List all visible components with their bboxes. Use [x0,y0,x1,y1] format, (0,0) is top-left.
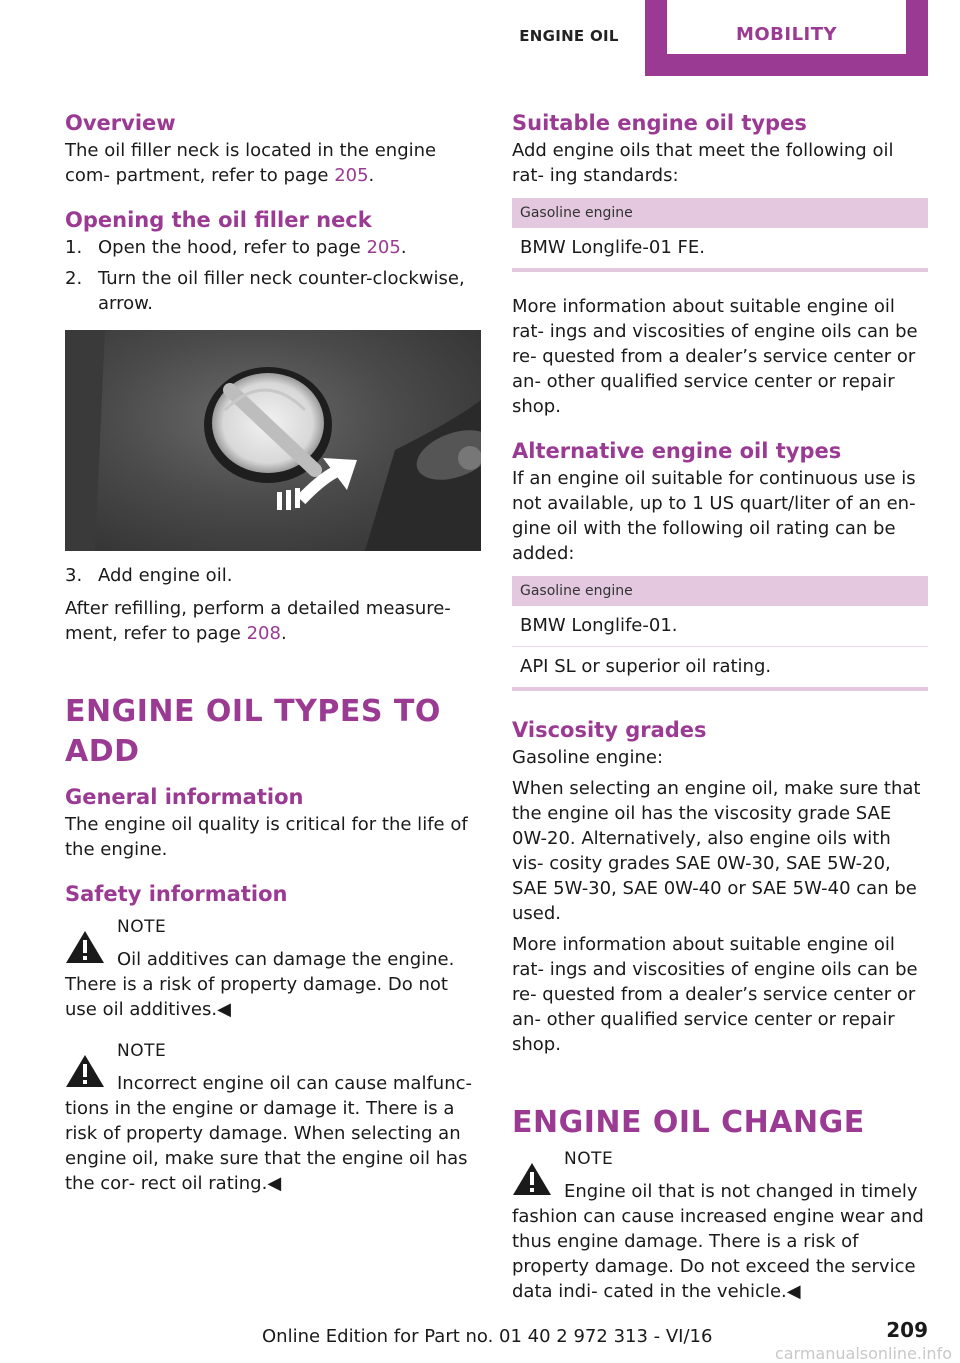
page-link[interactable]: 205 [366,237,401,258]
left-column [65,108,481,1196]
table-header: Gasoline engine [512,576,928,606]
note-text: There is a risk of property damage. Do not use oil additives.◀ [65,974,448,1020]
more-info-text: More information about suitable engine oil rat‐ ings and viscosities of engine oils can be re‐ quested from a dealer’s service center or an‐ other qualified service center or repair shop. [512,296,918,417]
page-footer [0,1318,960,1363]
page-link[interactable]: 208 [246,623,281,644]
note-oil-change [512,1147,928,1304]
chapter-tab [645,0,928,76]
alternative-heading: Alternative engine oil types [512,439,842,463]
after-refill-text: After refilling, perform a detailed measure‐ ment, refer to page 208. [65,598,451,644]
general-text: The engine oil quality is critical for the life of the engine. [65,814,468,860]
note-first-line: Oil additives can damage the engine. [117,949,455,970]
opening-heading: Opening the oil filler neck [65,208,372,232]
note-first-line: Engine oil that is not changed in timely [564,1181,918,1202]
section-tab-label: ENGINE OIL [519,27,619,45]
suitable-oil-table [512,198,928,272]
note-text: tions in the engine or damage it. There is a risk of property damage. When selecting an engine oil, make sure that the engine oil has the cor‐ rect oil rating.◀ [65,1098,468,1194]
step-2: 2. Turn the oil filler neck counter-clockwise, arrow. [65,268,465,314]
step-1: 1. Open the hood, refer to page 205. [65,237,407,258]
step-3: 3. Add engine oil. [65,565,233,586]
edition-text: Online Edition for Part no. 01 40 2 972 313 - VI/16 [262,1326,713,1347]
suitable-text: Add engine oils that meet the following oil rat‐ ing standards: [512,140,894,186]
note-text: fashion can cause increased engine wear and thus engine damage. There is a risk of property damage. Do not exceed the service data indi‐ cated in the vehicle.◀ [512,1206,924,1302]
oil-filler-cap-photo [65,330,481,551]
alternative-text: If an engine oil suitable for continuous use is not available, up to 1 US quart/liter of an en‐ gine oil with the following oil rating can be added: [512,468,916,564]
safety-heading: Safety information [65,882,288,906]
viscosity-subheading: Gasoline engine: [512,747,664,768]
change-heading: ENGINE OIL CHANGE [512,1105,865,1140]
note-label: NOTE [564,1149,614,1169]
warning-icon [65,1054,105,1088]
right-column [512,108,928,1304]
alternative-oil-table [512,576,928,691]
table-header: Gasoline engine [512,198,928,228]
note-oil-additives [65,915,481,1022]
suitable-heading: Suitable engine oil types [512,111,807,135]
note-incorrect-oil [65,1039,481,1196]
warning-icon [512,1162,552,1196]
types-heading: ENGINE OIL TYPES TO ADD [65,694,441,769]
section-tab [493,0,645,76]
general-heading: General information [65,785,304,809]
note-first-line: Incorrect engine oil can cause malfunc‐ [117,1073,472,1094]
watermark: carmanualsonline.info [774,1344,952,1363]
overview-heading: Overview [65,111,176,135]
note-label: NOTE [117,1041,167,1061]
table-row: BMW Longlife-01. [512,606,928,647]
page-link[interactable]: 205 [334,165,369,186]
note-label: NOTE [117,917,167,937]
table-row: BMW Longlife-01 FE. [520,237,705,258]
overview-text: The oil filler neck is located in the engine com‐ partment, refer to page 205. [65,140,437,186]
page-number: 209 [886,1318,928,1342]
warning-icon [65,930,105,964]
viscosity-heading: Viscosity grades [512,718,707,742]
viscosity-text: When selecting an engine oil, make sure that the engine oil has the viscosity grade SAE 0W-20. Alternatively, also engine oils with vis‐ cosity grades SAE 0W-30, SAE 5W-20, SAE 5W-30, SAE 0W-40 or SAE 5W-40 can be used. [512,778,921,924]
more-info-text: More information about suitable engine oil rat‐ ings and viscosities of engine oils can be re‐ quested from a dealer’s service center or an‐ other qualified service center or repair shop. [512,934,918,1055]
table-row: API SL or superior oil rating. [520,656,772,677]
chapter-tab-label: MOBILITY [735,24,838,45]
